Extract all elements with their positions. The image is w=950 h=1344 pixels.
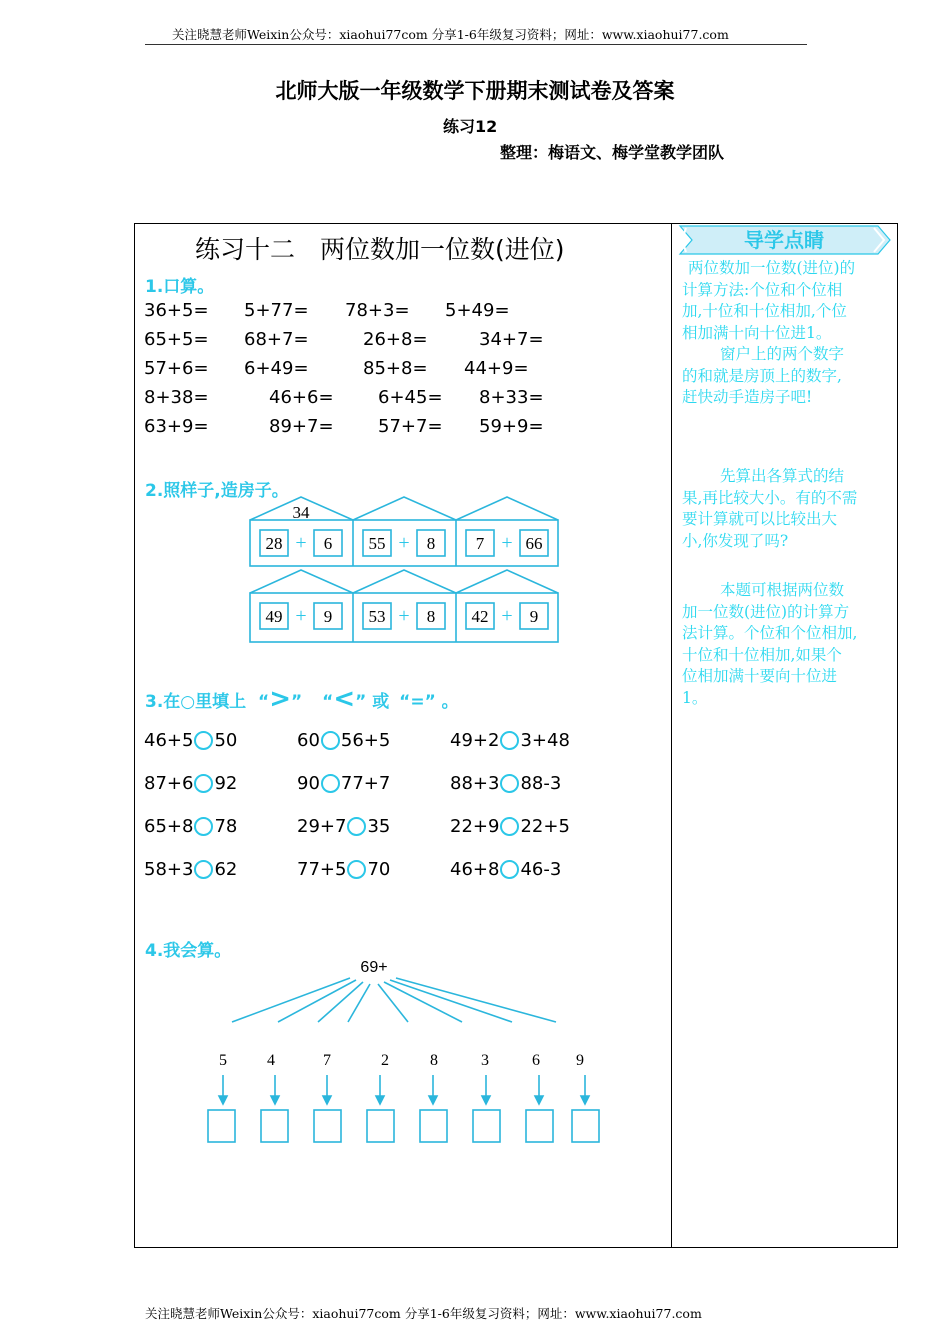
mental-math-row <box>144 358 664 382</box>
compare-item <box>144 816 237 837</box>
roof-number: 34 <box>292 503 310 522</box>
window-number: 8 <box>426 534 436 553</box>
tip-line: 加一位数(进位)的计算方 <box>682 602 850 621</box>
tip-line: 两位数加一位数(进位)的 <box>688 259 856 277</box>
answer-circle[interactable] <box>321 731 340 750</box>
tip-line: 加,十位和十位相加,个位 <box>682 302 847 320</box>
plus-sign: + <box>501 605 513 627</box>
compare-right: 3+48 <box>520 730 570 751</box>
compare-right: 56+5 <box>340 730 391 751</box>
expression: 44+9= <box>464 358 529 379</box>
answer-circle[interactable] <box>500 774 519 793</box>
compare-right: 88-3 <box>520 773 562 794</box>
expression: 34+7= <box>479 329 544 350</box>
addend-number: 9 <box>576 1052 584 1069</box>
tip-line: 窗户上的两个数字 <box>720 345 845 363</box>
compare-row <box>144 859 664 885</box>
window-number: 42 <box>471 607 489 626</box>
window-number: 9 <box>323 607 333 626</box>
compare-item <box>450 859 561 880</box>
heading-text: 3.在○里填上 <box>145 692 247 712</box>
heading-text: 。 <box>441 692 459 712</box>
answer-box[interactable] <box>526 1110 553 1142</box>
compare-item <box>450 773 561 794</box>
mental-math-row <box>144 387 664 411</box>
addend-number: 4 <box>267 1052 275 1069</box>
addend-number: 2 <box>381 1052 389 1069</box>
compare-left: 88+3 <box>450 773 500 794</box>
compare-item <box>450 816 570 837</box>
heading-quote: “ <box>258 692 270 712</box>
window-number: 49 <box>265 607 283 626</box>
plus-sign: + <box>501 532 513 554</box>
answer-circle[interactable] <box>500 731 519 750</box>
tip-line: 的和就是房顶上的数字, <box>682 366 842 385</box>
compare-left: 46+5 <box>144 730 194 751</box>
compare-left: 90 <box>297 773 320 794</box>
answer-circle[interactable] <box>194 774 213 793</box>
addend-number: 8 <box>430 1052 438 1069</box>
tip-calculate <box>682 580 892 709</box>
answer-circle[interactable] <box>500 817 519 836</box>
page-header: 关注晓慧老师Weixin公众号：xiaohui77com 分享1-6年级复习资料；网址：www.xiaohui77.com <box>172 27 729 42</box>
compare-right: 46-3 <box>520 859 562 880</box>
compare-right: 22+5 <box>520 816 570 837</box>
expression: 57+7= <box>378 416 443 437</box>
answer-box[interactable] <box>572 1110 599 1142</box>
section4-heading: 4.我会算。 <box>145 941 232 961</box>
column-divider <box>671 223 672 1248</box>
addend-number: 6 <box>532 1052 540 1069</box>
greater-than-symbol: > <box>269 684 292 714</box>
compare-item <box>297 859 390 880</box>
compare-left: 58+3 <box>144 859 194 880</box>
guide-banner <box>678 222 892 258</box>
plus-sign: + <box>398 532 410 554</box>
answer-box[interactable] <box>261 1110 288 1142</box>
compare-left: 22+9 <box>450 816 500 837</box>
compare-right: 62 <box>214 859 238 880</box>
expression: 46+6= <box>269 387 334 408</box>
expression: 26+8= <box>363 329 428 350</box>
banner-title: 导学点睛 <box>744 228 824 252</box>
compare-right: 78 <box>214 816 238 837</box>
window-number: 9 <box>529 607 539 626</box>
exercise-title: 练习十二 两位数加一位数(进位) <box>195 235 565 264</box>
window-number: 66 <box>525 534 543 553</box>
answer-circle[interactable] <box>321 774 340 793</box>
compare-left: 65+8 <box>144 816 194 837</box>
tip-line: 十位和十位相加,如果个 <box>682 645 842 664</box>
expression: 59+9= <box>479 416 544 437</box>
tip-line: 法计算。个位和个位相加, <box>682 624 858 642</box>
answer-box[interactable] <box>420 1110 447 1142</box>
expression: 57+6= <box>144 358 209 379</box>
answer-box[interactable] <box>473 1110 500 1142</box>
tip-line: 赶快动手造房子吧! <box>682 388 813 406</box>
header-divider <box>145 44 807 45</box>
compare-grid <box>144 730 664 900</box>
compare-left: 77+5 <box>297 859 347 880</box>
compare-item <box>450 730 570 751</box>
compare-left: 87+6 <box>144 773 194 794</box>
document-subtitle: 练习12 <box>443 117 498 136</box>
expression: 63+9= <box>144 416 209 437</box>
plus-sign: + <box>398 605 410 627</box>
window-number: 28 <box>265 534 283 553</box>
expression: 89+7= <box>269 416 334 437</box>
compare-right: 35 <box>367 816 391 837</box>
expression: 85+8= <box>363 358 428 379</box>
tip-compare <box>682 466 892 552</box>
expression: 8+38= <box>144 387 209 408</box>
tip-line: 1。 <box>682 688 708 707</box>
expression: 65+5= <box>144 329 209 350</box>
expression: 68+7= <box>244 329 309 350</box>
compare-right: 70 <box>367 859 391 880</box>
answer-circle[interactable] <box>194 817 213 836</box>
document-title: 北师大版一年级数学下册期末测试卷及答案 <box>275 79 675 103</box>
expression: 6+49= <box>244 358 309 379</box>
compare-right: 50 <box>214 730 238 751</box>
compare-right: 92 <box>214 773 238 794</box>
fan-diagram <box>200 950 620 1150</box>
heading-text: “=” <box>399 692 436 712</box>
window-number: 8 <box>426 607 436 626</box>
tip-line: 要计算就可以比较出大 <box>682 510 838 528</box>
heading-quote: ” <box>355 692 367 712</box>
house-diagram <box>240 492 570 648</box>
section1-heading: 1.口算。 <box>145 277 215 297</box>
compare-left: 49+2 <box>450 730 500 751</box>
root-expression: 69+ <box>360 959 388 976</box>
answer-box[interactable] <box>367 1110 394 1142</box>
compare-item <box>297 730 390 751</box>
window-number: 7 <box>475 534 485 553</box>
compare-item <box>144 859 237 880</box>
mental-math-grid <box>144 300 664 450</box>
heading-quote: ” <box>291 692 303 712</box>
heading-text: 或 <box>372 692 390 712</box>
expression: 5+77= <box>244 300 309 321</box>
tip-method <box>682 258 892 409</box>
expression: 6+45= <box>378 387 443 408</box>
tip-line: 相加满十向十位进1。 <box>682 323 832 342</box>
answer-circle[interactable] <box>500 860 519 879</box>
answer-circle[interactable] <box>194 860 213 879</box>
answer-circle[interactable] <box>194 731 213 750</box>
compare-item <box>144 773 237 794</box>
tip-line: 小,你发现了吗? <box>682 531 789 550</box>
tip-line: 先算出各算式的结 <box>720 467 845 485</box>
mental-math-row <box>144 329 664 353</box>
heading-quote: “ <box>322 692 334 712</box>
compare-row <box>144 730 664 756</box>
compare-left: 60 <box>297 730 320 751</box>
answer-box[interactable] <box>208 1110 235 1142</box>
window-number: 6 <box>323 534 333 553</box>
compare-left: 29+7 <box>297 816 347 837</box>
tip-line: 果,再比较大小。有的不需 <box>682 488 858 507</box>
expression: 36+5= <box>144 300 209 321</box>
plus-sign: + <box>295 605 307 627</box>
mental-math-row <box>144 300 664 324</box>
tip-line: 本题可根据两位数 <box>720 581 845 599</box>
plus-sign: + <box>295 532 307 554</box>
expression: 78+3= <box>345 300 410 321</box>
compare-item <box>297 816 390 837</box>
addend-number: 7 <box>323 1052 331 1069</box>
mental-math-row <box>144 416 664 440</box>
section2-heading: 2.照样子,造房子。 <box>145 481 289 501</box>
compare-row <box>144 773 664 799</box>
expression: 5+49= <box>445 300 510 321</box>
answer-box[interactable] <box>314 1110 341 1142</box>
answer-circle[interactable] <box>347 860 366 879</box>
compare-item <box>144 730 237 751</box>
compare-left: 46+8 <box>450 859 500 880</box>
compare-item <box>297 773 390 794</box>
addend-number: 3 <box>481 1052 489 1069</box>
page-footer: 关注晓慧老师Weixin公众号：xiaohui77com 分享1-6年级复习资料；网址：www.xiaohui77.com <box>145 1306 702 1321</box>
window-number: 55 <box>368 534 386 553</box>
section3-heading <box>145 684 459 714</box>
tip-line: 位相加满十要向十位进 <box>682 667 838 685</box>
answer-circle[interactable] <box>347 817 366 836</box>
less-than-symbol: < <box>333 684 356 714</box>
window-number: 53 <box>368 607 386 626</box>
tip-line: 计算方法:个位和个位相 <box>682 280 843 299</box>
compare-right: 77+7 <box>340 773 391 794</box>
document-credit: 整理：梅语文、梅学堂教学团队 <box>500 143 725 162</box>
compare-row <box>144 816 664 842</box>
addend-number: 5 <box>219 1052 227 1069</box>
expression: 8+33= <box>479 387 544 408</box>
